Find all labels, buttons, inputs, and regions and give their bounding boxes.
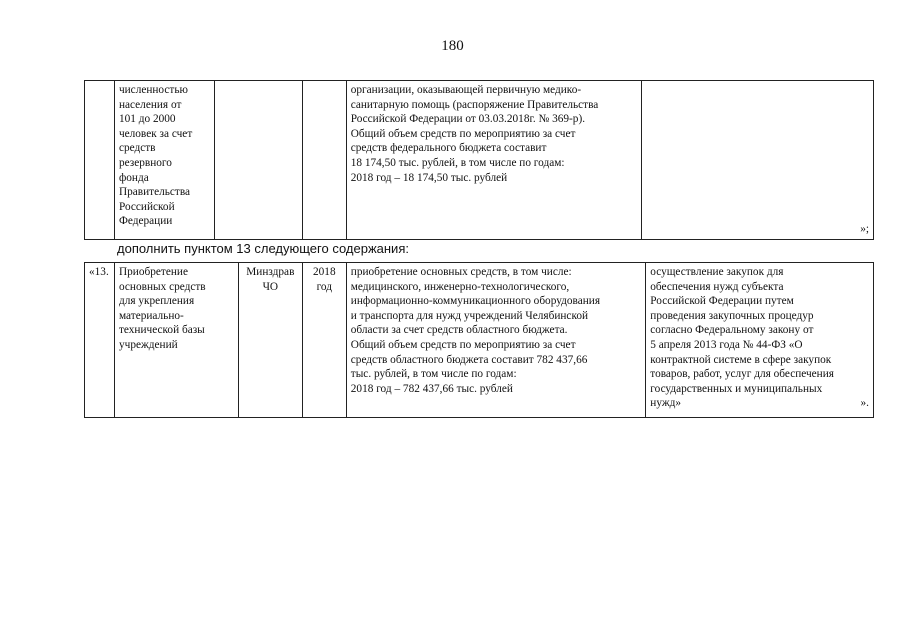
amendment-instruction: дополнить пунктом 13 следующего содержания: — [117, 241, 409, 256]
table-row — [85, 81, 874, 240]
cell-number: «13. — [85, 263, 115, 418]
cell-result: осуществление закупок для обеспечения нужд субъекта Российской Федерации путем проведения закупочных процедур согласно Федеральному закону от 5 апреля 2013 года № 44-ФЗ «О контрактной системе в сфере закупок товаров, работ, услуг для обеспечения государственных и муниципальных нужд» ». — [646, 263, 874, 418]
cell-year: 2018 год — [302, 263, 346, 418]
cell-activity-name: численностью населения от 101 до 2000 человек за счет средств резервного фонда Правительства Российской Федерации — [114, 81, 214, 240]
cell-activity-name: Приобретение основных средств для укрепления материально- технической базы учреждений — [114, 263, 238, 418]
cell-content: приобретение основных средств, в том числе: медицинского, инженерно-технологического, информационно-коммуникационного оборудования и транспорта для нужд учреждений Челябинской области за счет средств областного бюджета. Общий объем средств по мероприятию за счет средств областного бюджета составит 782 437,66 тыс. рублей, в том числе по годам: 2018 год – 782 437,66 тыс. рублей — [346, 263, 646, 418]
cell-content: организации, оказывающей первичную медико- санитарную помощь (распоряжение Правительства Российской Федерации от 03.03.2018г. № 369-р). Общий объем средств по мероприятию за счет средств федерального бюджета составит 18 174,50 тыс. рублей, в том числе по годам: 2018 год – 18 174,50 тыс. рублей — [346, 81, 642, 240]
result-last-line: нужд» — [650, 397, 682, 410]
closing-quote-mark: »; — [860, 223, 869, 236]
cell-executor: Минздрав ЧО — [238, 263, 302, 418]
program-table-continuation — [84, 80, 874, 240]
table-row — [85, 263, 874, 418]
page-number: 180 — [441, 38, 464, 54]
cell-number — [85, 81, 115, 240]
cell-executor — [214, 81, 302, 240]
cell-result — [642, 81, 874, 240]
program-table-item-13 — [84, 262, 874, 418]
cell-year — [302, 81, 346, 240]
closing-quote-mark: ». — [860, 397, 869, 410]
